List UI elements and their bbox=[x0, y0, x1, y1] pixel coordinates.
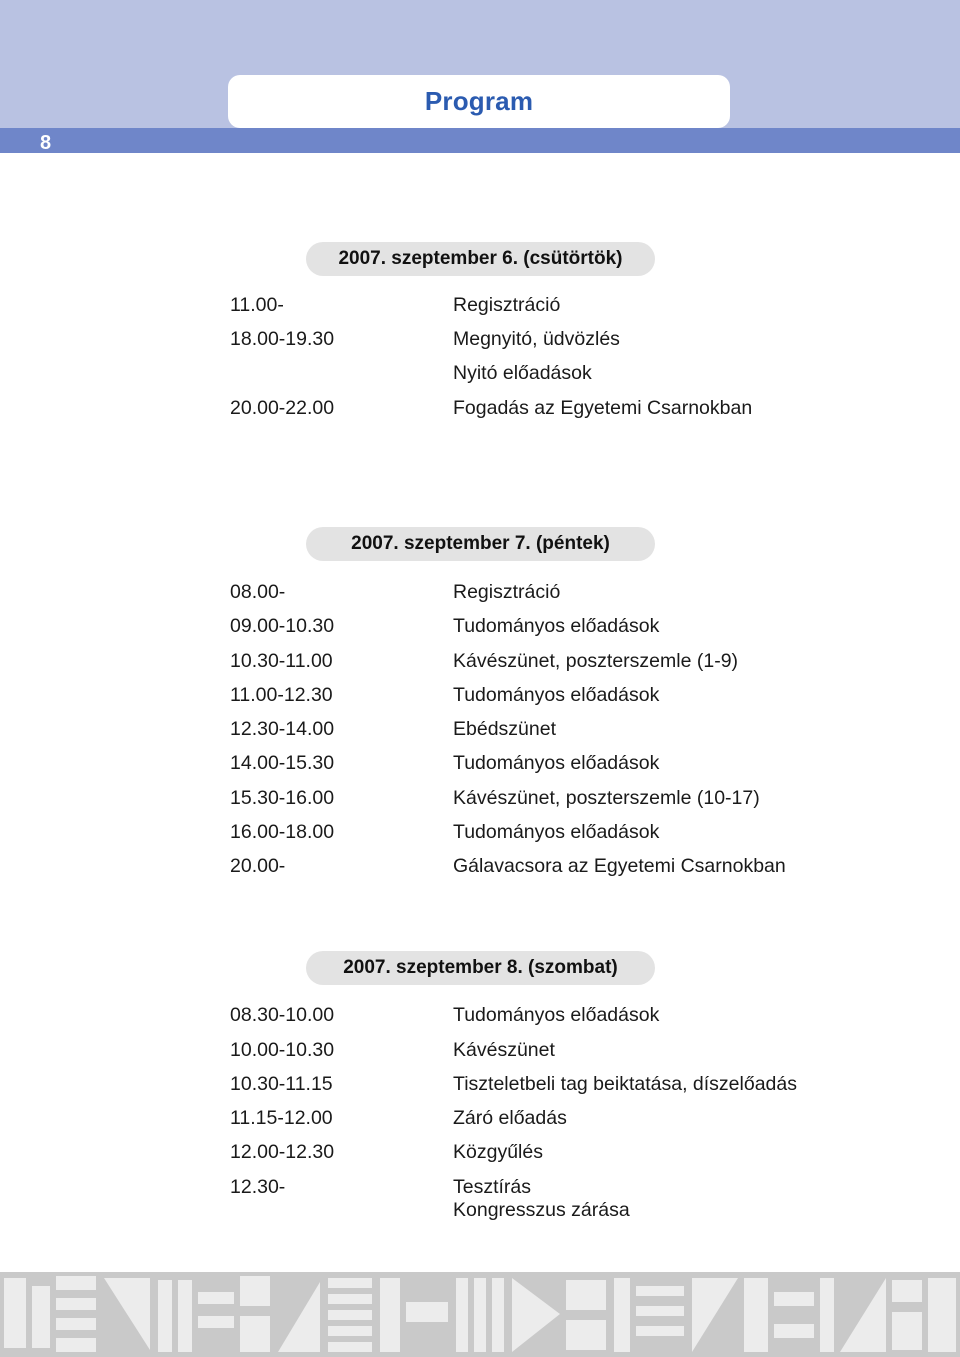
decorative-pattern bbox=[0, 1272, 960, 1357]
day-header: 2007. szeptember 7. (péntek) bbox=[306, 527, 655, 561]
row-time: 11.00- bbox=[230, 294, 284, 316]
row-time: 09.00-10.30 bbox=[230, 615, 335, 637]
row-event: Gálavacsora az Egyetemi Csarnokban bbox=[453, 855, 786, 877]
row-event: Nyitó előadások bbox=[453, 362, 592, 384]
row-event: Fogadás az Egyetemi Csarnokban bbox=[453, 397, 753, 419]
row-event: Regisztráció bbox=[453, 294, 561, 316]
row-event: Tudományos előadások bbox=[453, 1004, 660, 1026]
row-time: 12.30-14.00 bbox=[230, 718, 335, 740]
row-time: 16.00-18.00 bbox=[230, 821, 335, 843]
row-time: 14.00-15.30 bbox=[230, 752, 335, 774]
row-event: Megnyitó, üdvözlés bbox=[453, 328, 620, 350]
row-event: Kávészünet, poszterszemle (1-9) bbox=[453, 650, 739, 672]
page-title: Program bbox=[424, 86, 534, 116]
row-event: Regisztráció bbox=[453, 581, 561, 603]
day-header: 2007. szeptember 8. (szombat) bbox=[306, 951, 655, 985]
row-event: Tudományos előadások bbox=[453, 821, 660, 843]
row-event: Tesztírás bbox=[453, 1176, 532, 1198]
row-time: 08.00- bbox=[230, 581, 286, 603]
row-time: 11.00-12.30 bbox=[230, 684, 333, 706]
row-event: Záró előadás bbox=[453, 1107, 567, 1129]
row-time: 20.00- bbox=[230, 855, 286, 877]
row-event-secondary: Kongresszus zárása bbox=[453, 1199, 630, 1221]
row-time: 11.15-12.00 bbox=[230, 1107, 333, 1129]
row-event: Tudományos előadások bbox=[453, 684, 660, 706]
row-time: 12.30- bbox=[230, 1176, 286, 1198]
row-event: Tudományos előadások bbox=[453, 752, 660, 774]
row-event: Kávészünet, poszterszemle (10-17) bbox=[453, 787, 760, 809]
row-time: 12.00-12.30 bbox=[230, 1141, 335, 1163]
row-time: 15.30-16.00 bbox=[230, 787, 335, 809]
page-number: 8 bbox=[40, 132, 52, 154]
row-time: 10.00-10.30 bbox=[230, 1039, 335, 1061]
row-time: 08.30-10.00 bbox=[230, 1004, 335, 1026]
row-time: 20.00-22.00 bbox=[230, 397, 335, 419]
row-event: Közgyűlés bbox=[453, 1141, 543, 1163]
row-time: 18.00-19.30 bbox=[230, 328, 335, 350]
header-stripe bbox=[0, 128, 960, 153]
row-event: Ebédszünet bbox=[453, 718, 556, 740]
row-time: 10.30-11.00 bbox=[230, 650, 333, 672]
title-box bbox=[228, 75, 730, 128]
row-event: Kávészünet bbox=[453, 1039, 555, 1061]
day-header: 2007. szeptember 6. (csütörtök) bbox=[306, 242, 655, 276]
row-time: 10.30-11.15 bbox=[230, 1073, 333, 1095]
row-event: Tudományos előadások bbox=[453, 615, 660, 637]
row-event: Tiszteletbeli tag beiktatása, díszelőadás bbox=[453, 1073, 797, 1095]
